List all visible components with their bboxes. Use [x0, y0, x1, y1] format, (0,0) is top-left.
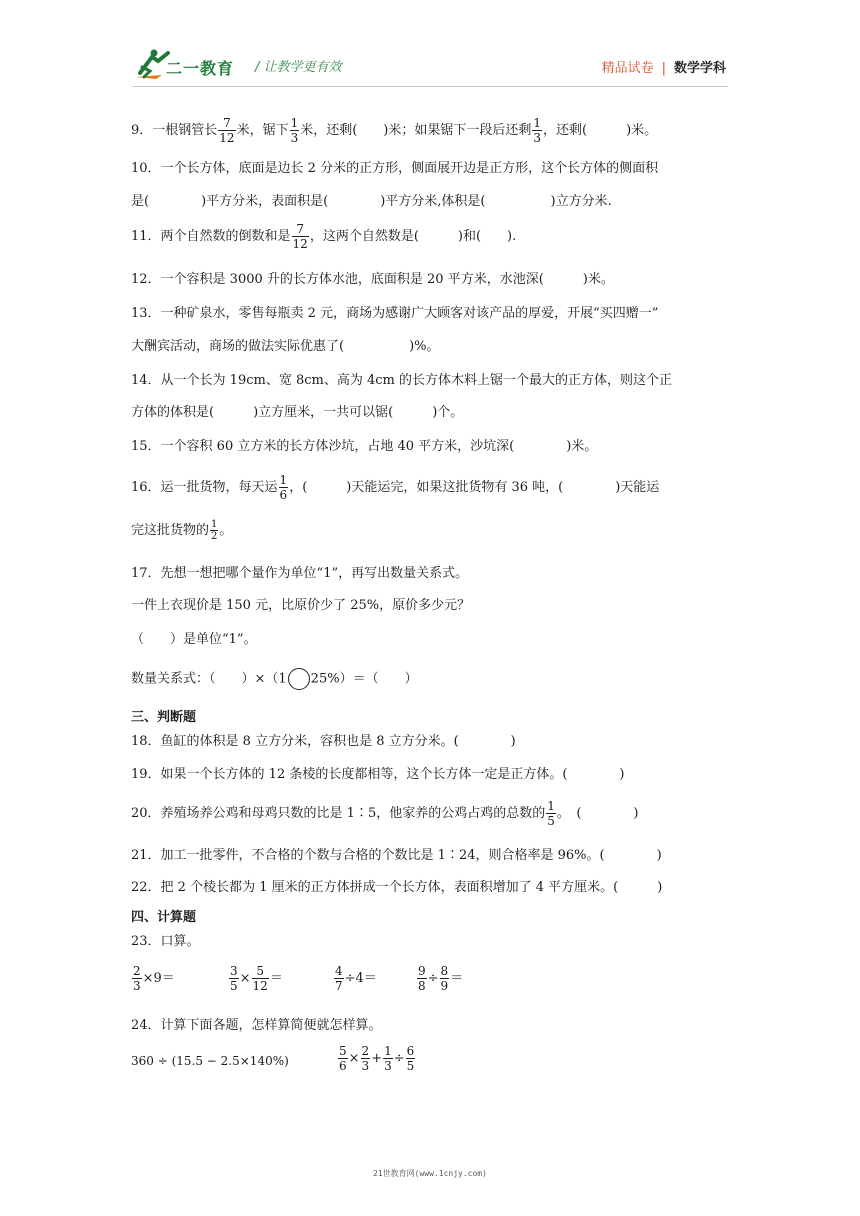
- e1-tail: ×9＝: [142, 971, 175, 986]
- fraction: $\frac{2}{3}$: [361, 1044, 370, 1073]
- q16-text-2: ，( )天能运完，如果这批货物有 36 吨，( )天能运: [289, 480, 660, 495]
- q17-relation-2: 25%）＝（ ）: [310, 671, 418, 687]
- question-19: 19．如果一个长方体的 12 条棱的长度都相等，这个长方体一定是正方体。( ): [131, 767, 625, 782]
- question-10-line-2: 是( )平方分米，表面积是( )平方分米,体积是( )立方分米.: [131, 194, 612, 209]
- question-12: 12．一个容积是 3000 升的长方体水池，底面积是 20 平方米，水池深( )米。: [131, 272, 614, 287]
- fraction: $\frac{6}{5}$: [406, 1044, 415, 1073]
- expression-2: [228, 964, 283, 993]
- fraction: $\frac{9}{8}$: [418, 964, 426, 993]
- fraction: $\frac{3}{5}$: [230, 964, 238, 993]
- question-17-problem: 一件上衣现价是 150 元，比原价少了 25%，原价多少元？: [131, 598, 471, 613]
- q9-text-1: 9．一根钢管长: [131, 123, 218, 138]
- fraction: $\frac{7}{12}$: [292, 222, 308, 251]
- e3-tail: ÷4＝: [344, 971, 377, 986]
- question-15: 15．一个容积 60 立方米的长方体沙坑，占地 40 平方米，沙坑深( )米。: [131, 439, 598, 454]
- fraction: $\frac{4}{7}$: [335, 964, 343, 993]
- question-16-line-2: [131, 519, 232, 542]
- question-14-line-1: 14．从一个长为 19cm、宽 8cm、高为 4cm 的长方体木料上锯一个最大的正方体，则这个正: [131, 373, 672, 388]
- question-17-unit: （ ）是单位“1”。: [131, 632, 257, 647]
- x2-op1: ×: [348, 1051, 360, 1066]
- question-22: 22．把 2 个棱长都为 1 厘米的正方体拼成一个长方体，表面积增加了 4 平方厘米。( ): [131, 880, 663, 895]
- question-16-line-1: [131, 473, 659, 502]
- question-21: 21．加工一批零件，不合格的个数与合格的个数比是 1∶24，则合格率是 96%。( ): [131, 848, 662, 863]
- question-10-line-1: 10．一个长方体，底面是边长 2 分米的正方形，侧面展开边是正方形，这个长方体的侧面积: [131, 161, 659, 176]
- q9-text-3: 米，还剩( )米；如果锯下一段后还剩: [300, 123, 532, 138]
- question-11: [131, 222, 516, 251]
- fraction: $\frac{8}{9}$: [440, 964, 449, 993]
- tag-left: 精品试卷: [601, 61, 654, 76]
- fraction: $\frac{1}{2}$: [211, 519, 218, 542]
- q11-text-1: 11．两个自然数的倒数和是: [131, 229, 291, 244]
- fraction: $\frac{1}{6}$: [279, 473, 288, 502]
- q17-relation-1: 数量关系式：（ ）×（1: [131, 671, 287, 687]
- fraction: $\frac{2}{3}$: [133, 964, 141, 993]
- expression-6: [337, 1044, 416, 1073]
- x2-op3: ÷: [393, 1051, 405, 1066]
- q16b-text-1: 完这批货物的: [131, 523, 210, 538]
- question-18: 18．鱼缸的体积是 8 立方分米，容积也是 8 立方分米。( ): [131, 734, 516, 749]
- slogan: / 让教学更有效: [255, 60, 342, 75]
- header-tags: [602, 57, 726, 76]
- question-20: [131, 799, 639, 828]
- fraction: $\frac{1}{3}$: [533, 116, 542, 145]
- blank-circle-icon: [288, 668, 310, 690]
- e2-op: ×: [239, 971, 251, 986]
- q20-text-2: 。 ( ): [556, 806, 639, 821]
- e2-tail: ＝: [269, 971, 283, 986]
- page-footer: 21世教育网(www.1cnjy.com): [373, 1169, 487, 1178]
- e4-op: ÷: [427, 971, 439, 986]
- fraction: $\frac{1}{5}$: [547, 799, 555, 828]
- q9-text-4: ，还剩( )米。: [543, 123, 658, 138]
- question-17: 17．先想一想把哪个量作为单位“1”，再写出数量关系式。: [131, 566, 469, 581]
- logo-text: 二一教育: [166, 59, 235, 78]
- fraction: $\frac{5}{12}$: [252, 964, 268, 993]
- section-judgement-title: 三、判断题: [131, 710, 197, 725]
- q16-text-1: 16．运一批货物，每天运: [131, 480, 278, 495]
- question-17-relation: [131, 668, 418, 690]
- expression-1: [131, 964, 175, 993]
- q11-text-2: ，这两个自然数是( )和( ).: [309, 229, 517, 244]
- fraction: $\frac{1}{3}$: [384, 1044, 392, 1073]
- question-24: 24．计算下面各题，怎样算简便就怎样算。: [131, 1018, 382, 1033]
- question-23: 23．口算。: [131, 934, 200, 949]
- question-14-line-2: 方体的体积是( )立方厘米，一共可以锯( )个。: [131, 405, 464, 420]
- q20-text-1: 20．养殖场养公鸡和母鸡只数的比是 1∶5，他家养的公鸡占鸡的总数的: [131, 806, 546, 821]
- page-header: [0, 0, 860, 95]
- expression-5: 360 ÷ (15.5 − 2.5×140%): [131, 1054, 289, 1068]
- fraction: $\frac{5}{6}$: [339, 1044, 347, 1073]
- q16b-text-2: 。: [219, 523, 233, 538]
- fraction: $\frac{1}{3}$: [290, 116, 299, 145]
- section-calculation-title: 四、计算题: [131, 910, 197, 925]
- header-divider: [132, 86, 728, 87]
- expression-4: [416, 964, 463, 993]
- tag-right: 数学学科: [673, 61, 726, 76]
- question-13-line-1: 13．一种矿泉水，零售每瓶卖 2 元，商场为感谢广大顾客对该产品的厚爱，开展“买四赠一”: [131, 306, 659, 321]
- tag-separator: |: [661, 61, 666, 76]
- question-9: [131, 116, 657, 145]
- question-13-line-2: 大酬宾活动，商场的做法实际优惠了( )%。: [131, 339, 440, 354]
- e4-tail: ＝: [450, 971, 464, 986]
- q9-text-2: 米，锯下: [236, 123, 289, 138]
- x2-op2: +: [371, 1051, 383, 1066]
- fraction: $\frac{7}{12}$: [219, 116, 235, 145]
- expression-3: [333, 964, 377, 993]
